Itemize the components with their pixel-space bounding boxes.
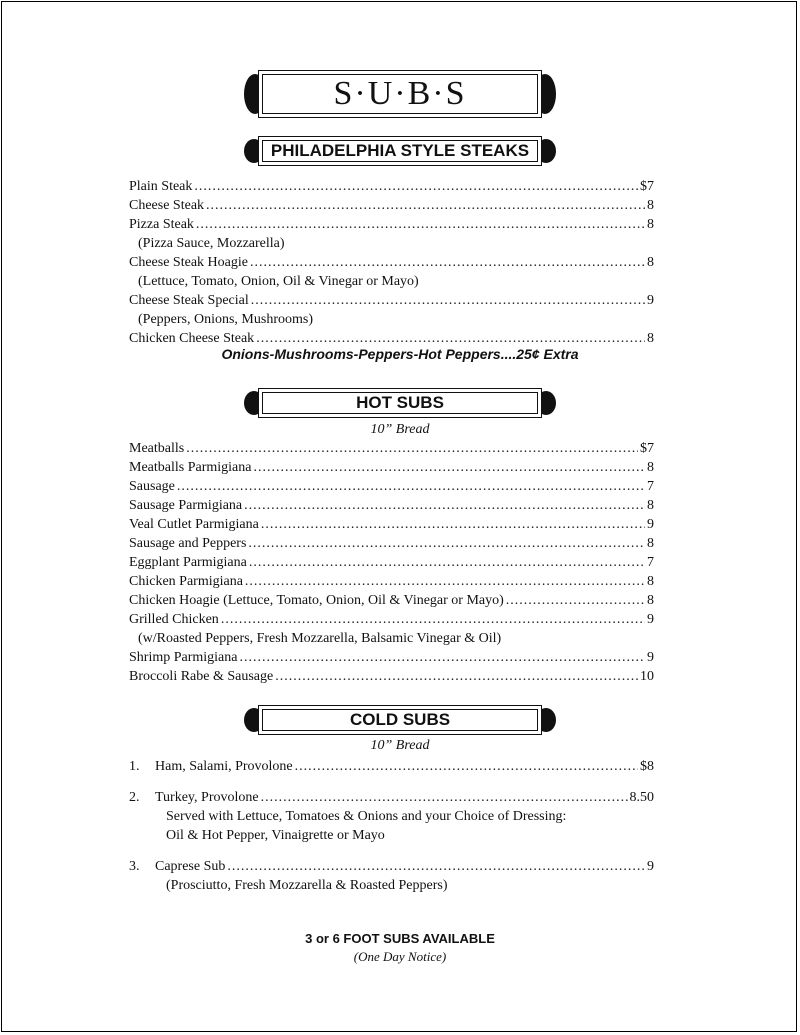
dot-leader [196, 215, 645, 234]
item-name: Sausage and Peppers [129, 536, 247, 551]
menu-item-row [129, 458, 654, 477]
dot-leader [194, 177, 638, 196]
item-name: Grilled Chicken [129, 612, 219, 627]
menu-item-row [129, 534, 654, 553]
menu-item-row [129, 788, 654, 807]
item-description: (Pizza Sauce, Mozzarella) [138, 236, 285, 251]
item-price: 9 [647, 293, 654, 308]
item-price: 9 [647, 859, 654, 874]
item-price: $7 [640, 179, 654, 194]
item-price: 8 [647, 255, 654, 270]
menu-item-row [129, 857, 654, 876]
cold-sub-item [129, 757, 654, 776]
item-price: 8 [647, 198, 654, 213]
dot-leader [249, 553, 645, 572]
dot-leader [248, 534, 645, 553]
hot-subs-banner [244, 388, 556, 418]
menu-item-row [129, 648, 654, 667]
item-name: Sausage Parmigiana [129, 498, 243, 513]
item-name: Meatballs Parmigiana [129, 460, 252, 475]
item-name: Cheese Steak Special [129, 293, 249, 308]
philly-steaks-list [129, 177, 654, 348]
item-price: $8 [640, 759, 654, 774]
dot-leader [221, 610, 645, 629]
item-price: 8 [647, 574, 654, 589]
cold-sub-item [129, 788, 654, 845]
item-name: Pizza Steak [129, 217, 194, 232]
cold-bread-note: 10” Bread [370, 738, 430, 753]
dot-leader [261, 515, 645, 534]
menu-item-row [129, 291, 654, 310]
dot-leader [245, 572, 645, 591]
menu-item-row [129, 196, 654, 215]
item-name: Broccoli Rabe & Sausage [129, 669, 274, 684]
menu-item-row [129, 667, 654, 686]
extras-note: Onions-Mushrooms-Peppers-Hot Peppers....25¢ Extra [221, 346, 579, 362]
dot-leader [227, 857, 645, 876]
menu-item-row [129, 572, 654, 591]
menu-item-row [129, 496, 654, 515]
item-price: 8 [647, 536, 654, 551]
item-name: Eggplant Parmigiana [129, 555, 247, 570]
cold-sub-item [129, 857, 654, 895]
item-description: (Prosciutto, Fresh Mozzarella & Roasted Peppers) [166, 878, 448, 893]
item-name: Shrimp Parmigiana [129, 650, 238, 665]
cold-subs-list [129, 757, 654, 907]
menu-item-row [129, 477, 654, 496]
menu-item-row [129, 610, 654, 629]
dot-leader [275, 667, 638, 686]
item-price: 8 [647, 217, 654, 232]
dot-leader [240, 648, 646, 667]
hot-bread-note: 10” Bread [370, 422, 430, 437]
dot-leader [186, 439, 638, 458]
dot-leader [250, 253, 645, 272]
item-description: Served with Lettuce, Tomatoes & Onions and your Choice of Dressing: [166, 809, 567, 824]
philly-steaks-banner [244, 136, 556, 166]
menu-item-row [129, 177, 654, 196]
item-name: Turkey, Provolone [155, 790, 259, 805]
menu-item-row [129, 515, 654, 534]
menu-item-row [129, 439, 654, 458]
item-description: (Peppers, Onions, Mushrooms) [138, 312, 313, 327]
cold-subs-banner [244, 705, 556, 735]
item-name: Chicken Parmigiana [129, 574, 243, 589]
dot-leader [261, 788, 628, 807]
item-number: 3. [129, 859, 140, 874]
section-heading-cold: COLD SUBS [349, 710, 451, 729]
item-name: Cheese Steak Hoagie [129, 255, 248, 270]
item-description: (Lettuce, Tomato, Onion, Oil & Vinegar or Mayo) [138, 274, 419, 289]
menu-item-row [129, 757, 654, 776]
menu-item-row [129, 591, 654, 610]
item-name: Cheese Steak [129, 198, 205, 213]
item-price: 8.50 [629, 790, 654, 805]
item-price: 7 [647, 555, 654, 570]
item-name: Meatballs [129, 441, 185, 456]
item-name: Ham, Salami, Provolone [155, 759, 293, 774]
item-price: 8 [647, 498, 654, 513]
dot-leader [177, 477, 645, 496]
item-name: Caprese Sub [155, 859, 226, 874]
page-title: S·U·B·S [333, 75, 467, 112]
item-price: 10 [640, 669, 654, 684]
section-heading-hot: HOT SUBS [356, 393, 444, 412]
foot-subs-note: (One Day Notice) [353, 949, 447, 964]
dot-leader [206, 196, 645, 215]
item-price: 9 [647, 517, 654, 532]
item-price: 9 [647, 650, 654, 665]
hot-subs-list [129, 439, 654, 686]
item-name: Chicken Cheese Steak [129, 331, 255, 346]
item-price: 9 [647, 612, 654, 627]
item-name: Veal Cutlet Parmigiana [129, 517, 259, 532]
item-name: Plain Steak [129, 179, 193, 194]
item-description: (w/Roasted Peppers, Fresh Mozzarella, Balsamic Vinegar & Oil) [138, 631, 502, 646]
section-heading-philly: PHILADELPHIA STYLE STEAKS [270, 141, 530, 160]
dot-leader [295, 757, 638, 776]
item-price: $7 [640, 441, 654, 456]
dot-leader [244, 496, 645, 515]
dot-leader [251, 291, 645, 310]
menu-item-row [129, 215, 654, 234]
menu-item-row [129, 253, 654, 272]
item-price: 8 [647, 593, 654, 608]
item-number: 2. [129, 790, 140, 805]
item-price: 8 [647, 331, 654, 346]
item-name: Chicken Hoagie (Lettuce, Tomato, Onion, Oil & Vinegar or Mayo) [129, 593, 504, 608]
item-description: Oil & Hot Pepper, Vinaigrette or Mayo [166, 828, 385, 843]
menu-item-row [129, 553, 654, 572]
subs-title-banner [244, 70, 556, 118]
item-price: 8 [647, 460, 654, 475]
item-number: 1. [129, 759, 140, 774]
item-name: Sausage [129, 479, 175, 494]
dot-leader [253, 458, 645, 477]
foot-subs-title: 3 or 6 FOOT SUBS AVAILABLE [305, 931, 495, 946]
item-price: 7 [647, 479, 654, 494]
dot-leader [506, 591, 645, 610]
